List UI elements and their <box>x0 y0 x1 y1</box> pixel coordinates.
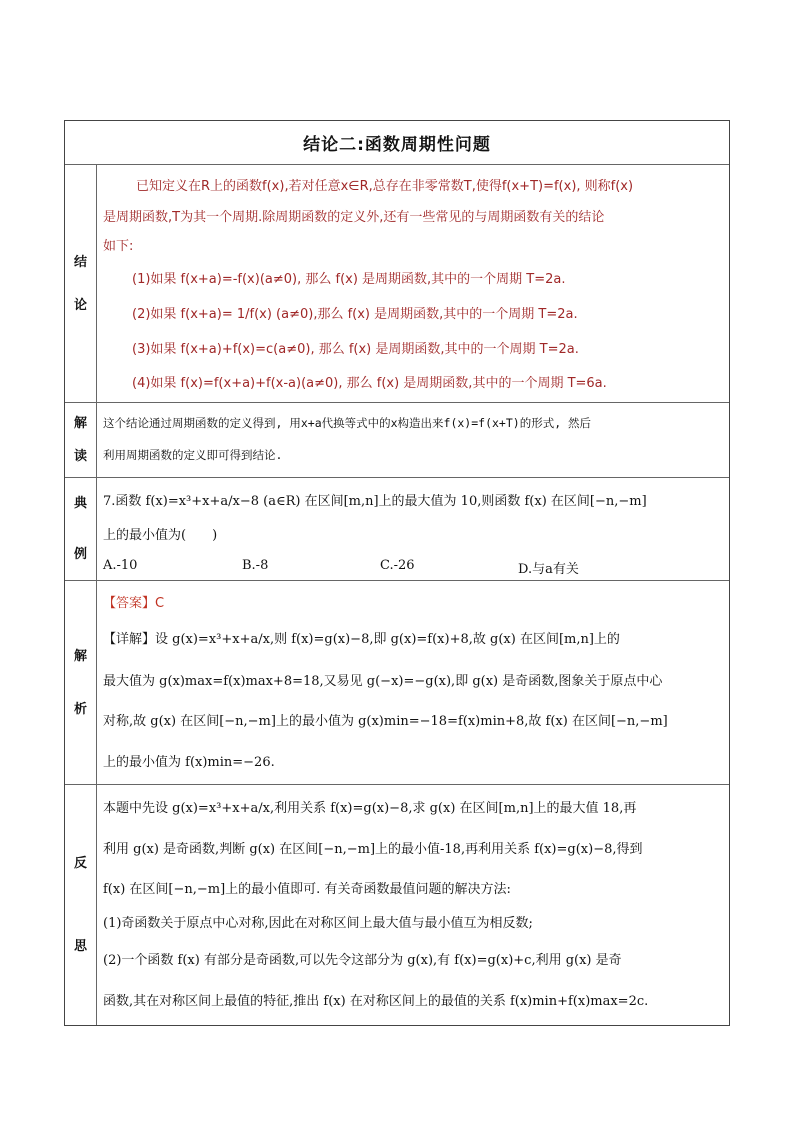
section-interpretation <box>65 402 729 477</box>
paragraph-line: 本题中先设 g(x)=x³+x+a/x,利用关系 f(x)=g(x)−8,求 g(x) 在区间[m,n]上的最大值 18,再 <box>103 801 637 816</box>
option-d: D.与a有关 <box>518 562 579 577</box>
paragraph-line: 利用 g(x) 是奇函数,判断 g(x) 在区间[−n,−m]上的最小值-18,再利用关系 f(x)=g(x)−8,得到 <box>103 842 643 857</box>
paragraph-line: 是周期函数,T为其一个周期.除周期函数的定义外,还有一些常见的与周期函数有关的结论 <box>103 210 605 225</box>
section-label: 反 思 <box>65 785 97 1025</box>
section-reflection <box>65 784 729 1025</box>
summary-table <box>64 120 730 1026</box>
option-c: C.-26 <box>380 558 415 573</box>
list-item: (3)如果 f(x+a)+f(x)=c(a≠0), 那么 f(x) 是周期函数,其中的一个周期 T=2a. <box>132 342 579 357</box>
list-item: (2)如果 f(x+a)= 1/f(x) (a≠0),那么 f(x) 是周期函数,其中的一个周期 T=2a. <box>132 307 578 322</box>
list-item: (1)奇函数关于原点中心对称,因此在对称区间上最大值与最小值互为相反数; <box>103 916 533 931</box>
list-item: (1)如果 f(x+a)=-f(x)(a≠0), 那么 f(x) 是周期函数,其中的一个周期 T=2a. <box>132 272 566 287</box>
paragraph-line: 如下: <box>103 239 134 254</box>
paragraph-line: 这个结论通过周期函数的定义得到, 用x+a代换等式中的x构造出来f(x)=f(x+T)的形式, 然后 <box>103 416 592 430</box>
option-b: B.-8 <box>242 558 269 573</box>
paragraph-line: 函数,其在对称区间上最值的特征,推出 f(x) 在对称区间上的最值的关系 f(x)min+f(x)max=2c. <box>103 994 649 1009</box>
section-label: 解 读 <box>65 403 97 477</box>
paragraph-line: 最大值为 g(x)max=f(x)max+8=18,又易见 g(−x)=−g(x),即 g(x) 是奇函数,图象关于原点中心 <box>103 674 663 689</box>
section-label: 结 论 <box>65 165 97 402</box>
section-example <box>65 477 729 580</box>
page-title: 结论二:函数周期性问题 <box>303 135 491 155</box>
paragraph-line: 利用周期函数的定义即可得到结论. <box>103 448 283 462</box>
section-analysis <box>65 580 729 784</box>
section-label: 典 例 <box>65 478 97 580</box>
answer-label: 【答案】C <box>103 596 165 611</box>
paragraph-line: f(x) 在区间[−n,−m]上的最小值即可. 有关奇函数最值问题的解决方法: <box>103 882 511 897</box>
option-a: A.-10 <box>103 558 138 573</box>
question-line: 上的最小值为( ) <box>103 528 218 543</box>
paragraph-line: 已知定义在R上的函数f(x),若对任意x∈R,总存在非零常数T,使得f(x+T)=f(x), 则称f(x) <box>136 179 634 194</box>
list-item: (4)如果 f(x)=f(x+a)+f(x-a)(a≠0), 那么 f(x) 是周期函数,其中的一个周期 T=6a. <box>132 376 607 391</box>
paragraph-line: 对称,故 g(x) 在区间[−n,−m]上的最小值为 g(x)min=−18=f(x)min+8,故 f(x) 在区间[−n,−m] <box>103 714 668 729</box>
section-label: 解 析 <box>65 581 97 784</box>
paragraph-line: 上的最小值为 f(x)min=−26. <box>103 755 275 770</box>
section-conclusion <box>65 164 729 402</box>
question-line: 7.函数 f(x)=x³+x+a/x−8 (a∈R) 在区间[m,n]上的最大值为 10,则函数 f(x) 在区间[−n,−m] <box>103 494 647 509</box>
paragraph-line: 【详解】设 g(x)=x³+x+a/x,则 f(x)=g(x)−8,即 g(x)=f(x)+8,故 g(x) 在区间[m,n]上的 <box>103 632 620 647</box>
list-item: (2)一个函数 f(x) 有部分是奇函数,可以先令这部分为 g(x),有 f(x)=g(x)+c,利用 g(x) 是奇 <box>103 953 622 968</box>
